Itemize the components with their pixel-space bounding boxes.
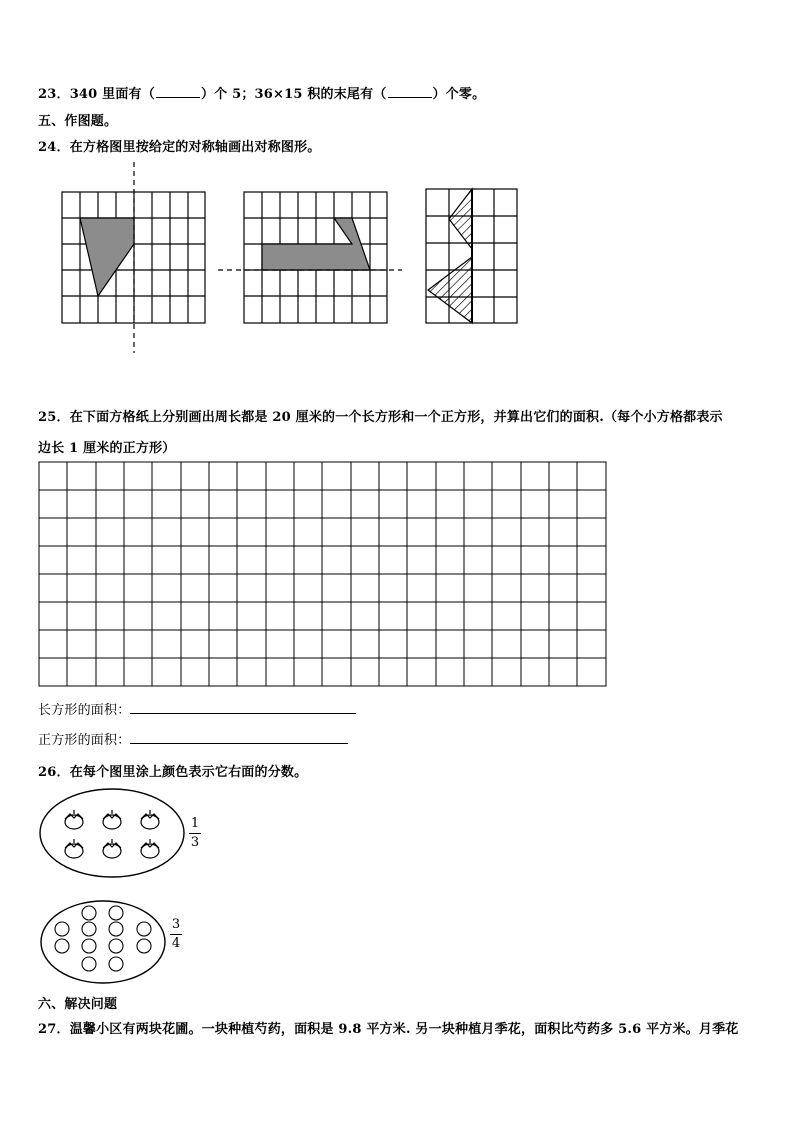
- rectangle-area-label: 长方形的面积：: [38, 703, 131, 718]
- square-area-label: 正方形的面积：: [38, 733, 131, 748]
- hatched-triangle-1: [449, 189, 472, 249]
- section-5-heading: 五、作图题。: [38, 114, 118, 129]
- q25-line1: 25．在下面方格纸上分别画出周长都是 20 厘米的一个长方形和一个正方形，并算出它们的面积.（每个小方格都表示: [38, 410, 723, 425]
- q25-line2: 边长 1 厘米的正方形）: [38, 441, 176, 456]
- rectangle-area-row: [38, 699, 356, 718]
- section-6-heading: 六、解决问题: [38, 997, 118, 1012]
- q23-text: 23．340 里面有（ ）个 5；36×15 积的末尾有（ ）个零。: [38, 87, 486, 102]
- fraction-2: 3 4: [171, 917, 181, 951]
- hatched-triangle-2: [428, 257, 472, 323]
- q26-text: 26．在每个图里涂上颜色表示它右面的分数。: [38, 765, 308, 780]
- square-grid-paper[interactable]: [39, 462, 606, 686]
- oval-1[interactable]: [40, 789, 184, 877]
- square-area-row: [38, 729, 348, 748]
- shaded-shape-1: [80, 218, 134, 296]
- q24-text: 24．在方格图里按给定的对称轴画出对称图形。: [38, 140, 321, 155]
- apple-icons: [55, 906, 151, 971]
- q27-text: 27．温馨小区有两块花圃。一块种植芍药，面积是 9.8 平方米. 另一块种植月季花，面积比芍药多 5.6 平方米。月季花: [38, 1022, 739, 1037]
- square-area-input[interactable]: [130, 730, 348, 744]
- rectangle-area-input[interactable]: [130, 700, 356, 714]
- persimmon-icons: [65, 810, 159, 858]
- fraction-1: 1 3: [190, 816, 200, 850]
